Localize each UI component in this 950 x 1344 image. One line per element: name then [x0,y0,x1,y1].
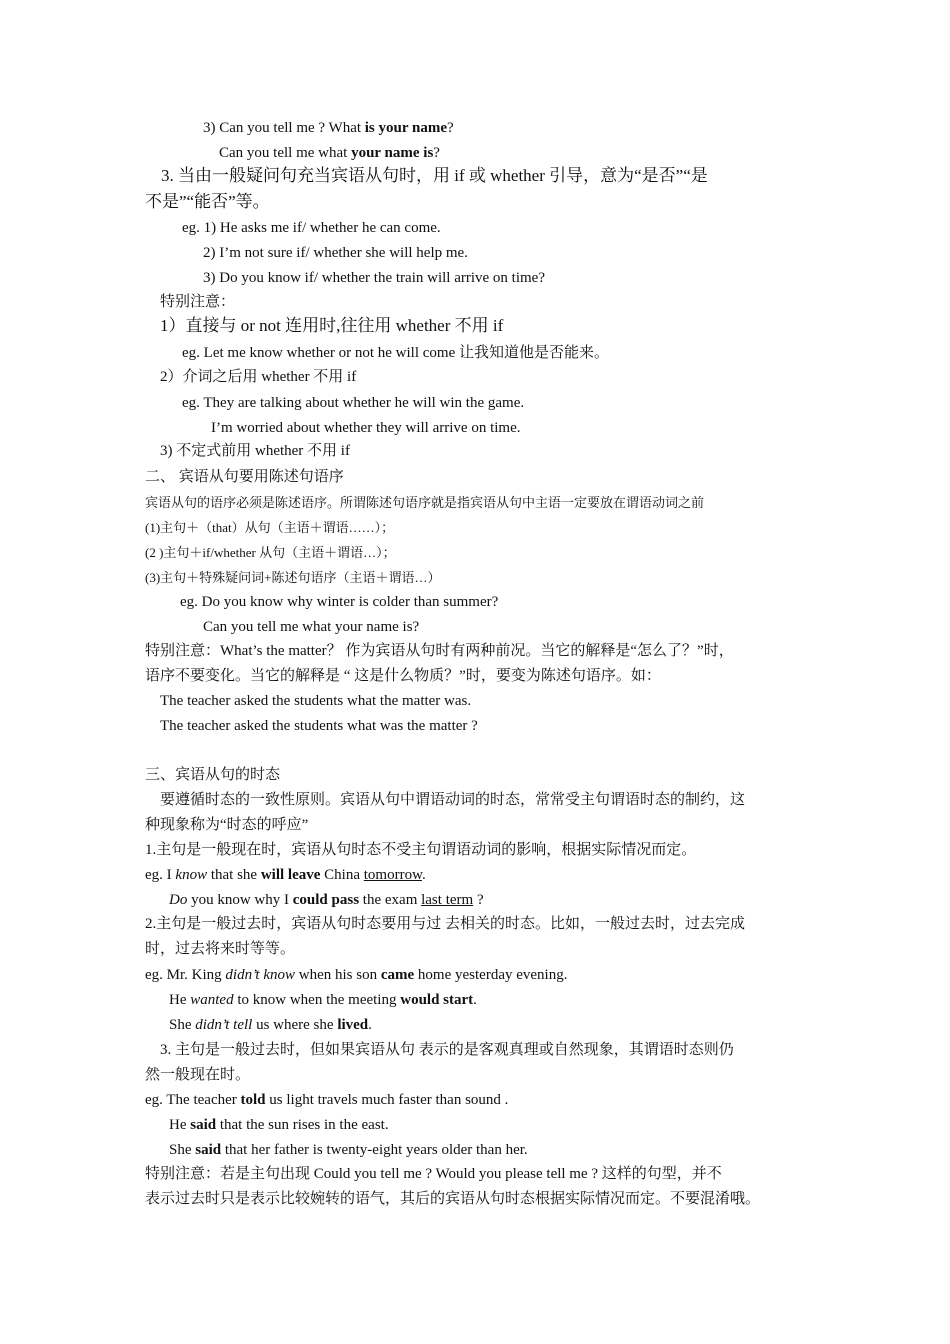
example-line: eg. 1) He asks me if/ whether he can come. [182,220,441,236]
example-line: He said that the sun rises in the east. [169,1117,389,1133]
rule-paragraph: 然一般现在时。 [145,1067,251,1083]
example-line: Can you tell me what your name is? [203,619,420,635]
example-line: eg. Let me know whether or not he will come 让我知道他是否能来。 [182,345,610,361]
example-line: eg. They are talking about whether he will win the game. [182,395,525,411]
example-line: 2) I’m not sure if/ whether she will help me. [203,245,468,261]
section-heading: 二、 宾语从句要用陈述句语序 [145,469,344,485]
rule-paragraph: 时，过去将来时等等。 [145,941,296,957]
example-line: eg. The teacher told us light travels much faster than sound . [145,1092,509,1108]
rule-paragraph: 宾语从句的语序必须是陈述语序。所谓陈述句语序就是指宾语从句中主语一定要放在谓语动词之前 [145,495,705,510]
example-line: eg. Do you know why winter is colder than summer? [180,594,499,610]
example-line: eg. I know that she will leave China tomorrow. [145,867,426,883]
example-line: eg. Mr. King didn’t know when his son came home yesterday evening. [145,967,568,983]
example-line: 3) Do you know if/ whether the train will arrive on time? [203,270,545,286]
note-heading: 特别注意： [160,294,236,310]
rule-paragraph: 不是”“能否”等。 [145,192,270,211]
example-line: She said that her father is twenty-eight years older than her. [169,1142,528,1158]
rule-paragraph: 3. 当由一般疑问句充当宾语从句时，用 if 或 whether 引导，意为“是否”“是 [161,166,708,185]
rule-paragraph: 要遵循时态的一致性原则。宾语从句中谓语动词的时态，常常受主句谓语时态的制约，这 [160,792,746,808]
rule-paragraph: 2.主句是一般过去时，宾语从句时态要用与过 去相关的时态。比如，一般过去时，过去完成 [145,916,746,932]
note-item: 2）介词之后用 whether 不用 if [160,369,357,385]
rule-paragraph: 3. 主句是一般过去时，但如果宾语从句 表示的是客观真理或自然现象，其谓语时态则仍 [160,1042,734,1058]
rule-paragraph: 表示过去时只是表示比较婉转的语气，其后的宾语从句时态根据实际情况而定。不要混淆哦。 [145,1191,761,1207]
rule-paragraph: 特别注意：若是主句出现 Could you tell me ? Would you please tell me ? 这样的句型，并不 [145,1166,722,1182]
pattern-line: (3)主句＋特殊疑问词+陈述句语序（主语＋谓语…） [145,570,441,585]
example-line: Do you know why I could pass the exam last term ? [169,892,484,908]
example-line: The teacher asked the students what was the matter ? [160,718,478,734]
note-item: 1）直接与 or not 连用时,往往用 whether 不用 if [160,316,504,335]
example-line: She didn’t tell us where she lived. [169,1017,372,1033]
section-heading: 三、宾语从句的时态 [145,767,281,783]
example-line: 3) Can you tell me ? What is your name? [203,120,454,136]
pattern-line: (1)主句＋（that）从句（主语＋谓语……）； [145,520,395,535]
example-line: He wanted to know when the meeting would start. [169,992,477,1008]
rule-paragraph: 种现象称为“时态的呼应” [145,817,309,833]
pattern-line: (2 )主句＋if/whether 从句（主语＋谓语…）； [145,545,396,560]
rule-paragraph: 语序不要变化。当它的解释是 “ 这是什么物质？”时，要变为陈述句语序。如： [145,668,661,684]
rule-paragraph: 1.主句是一般现在时，宾语从句时态不受主句谓语动词的影响，根据实际情况而定。 [145,842,697,858]
note-item: 3) 不定式前用 whether 不用 if [160,443,350,459]
example-line: Can you tell me what your name is? [219,145,440,161]
rule-paragraph: 特别注意：What’s the matter？ 作为宾语从句时有两种前况。当它的解释是“怎么了？”时， [145,643,734,659]
example-line: The teacher asked the students what the matter was. [160,693,472,709]
example-line: I’m worried about whether they will arrive on time. [211,420,521,436]
